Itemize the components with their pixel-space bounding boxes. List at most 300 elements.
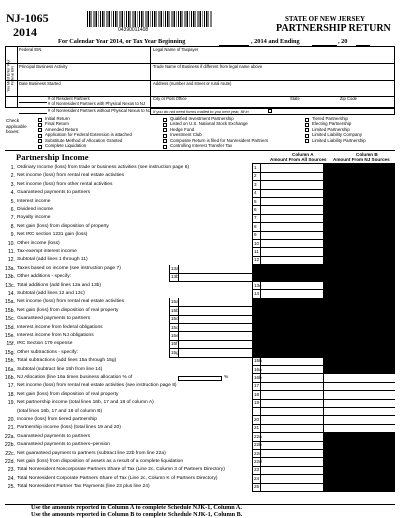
line-box-label: 20 bbox=[252, 416, 261, 424]
shaded-cell bbox=[324, 466, 395, 474]
line-row bbox=[0, 466, 400, 474]
line-box-label: 10 bbox=[252, 240, 261, 248]
line-box-label: 24 bbox=[252, 475, 261, 483]
line-number: 20. bbox=[7, 417, 15, 423]
line-sub-amount-field[interactable] bbox=[178, 307, 252, 315]
line-box-label: 8 bbox=[252, 223, 261, 231]
line-box-label: 13b bbox=[169, 273, 178, 281]
shaded-cell bbox=[324, 366, 395, 374]
line-row bbox=[0, 366, 400, 374]
form-number: NJ-1065 bbox=[6, 11, 49, 25]
column-a-amount-field[interactable] bbox=[261, 223, 324, 231]
fein-label: Federal EIN bbox=[19, 47, 42, 52]
line-box-label: 1 bbox=[252, 164, 261, 172]
fein-field[interactable] bbox=[19, 54, 147, 62]
column-b-amount-field[interactable] bbox=[324, 424, 395, 432]
line-row bbox=[0, 315, 400, 323]
line-box-label: 14 bbox=[252, 290, 261, 298]
line-description: Net income (loss) from other rental activities bbox=[17, 181, 113, 187]
shaded-cell bbox=[324, 483, 395, 491]
line-row bbox=[0, 450, 400, 458]
checkbox-label-col1-1: Final Return bbox=[45, 121, 69, 127]
line-number: 11. bbox=[8, 249, 15, 255]
line-row bbox=[0, 374, 400, 382]
shaded-cell bbox=[324, 475, 395, 483]
line-number: 16b. bbox=[4, 375, 15, 381]
line-description: Net income (loss) from rental real estate activities bbox=[17, 173, 125, 179]
line-box-label: 17 bbox=[252, 382, 261, 390]
shaded-cell bbox=[252, 349, 395, 357]
line-number: 6. bbox=[10, 207, 15, 213]
shaded-cell bbox=[324, 240, 395, 248]
checkbox-col2-1[interactable] bbox=[163, 123, 167, 127]
line-box-label: 15g bbox=[169, 349, 178, 357]
line-sub-amount-field[interactable] bbox=[178, 349, 252, 357]
line-row bbox=[0, 231, 400, 239]
column-a-amount-field[interactable] bbox=[261, 248, 324, 256]
column-a-amount-field[interactable] bbox=[261, 441, 324, 449]
line-box-label: 15e bbox=[169, 332, 178, 340]
line-number: 15e. bbox=[4, 333, 15, 339]
column-a-amount-field[interactable] bbox=[261, 408, 324, 416]
barcode bbox=[87, 11, 212, 27]
trade-name-field[interactable] bbox=[153, 70, 393, 79]
line-number: 15c. bbox=[5, 316, 15, 323]
ein-side-label: You Must Enter Your Federal EIN bbox=[6, 59, 14, 92]
line-box-label: 15c bbox=[169, 315, 178, 323]
line-row bbox=[0, 164, 400, 172]
line-row bbox=[0, 240, 400, 248]
line-description: Guaranteed payments to partners–pension bbox=[17, 442, 110, 448]
checkbox-label-col3-0: Tiered Partnership bbox=[312, 116, 348, 121]
calendar-line: For Calendar Year 2014, or Tax Year Beginning bbox=[58, 38, 186, 45]
line-number: 12. bbox=[7, 257, 15, 264]
shaded-cell bbox=[252, 307, 395, 315]
line-row bbox=[0, 399, 400, 407]
col-a-sub: Amount From All Sources bbox=[270, 157, 327, 162]
legal-name-label: Legal Name of Taxpayer bbox=[153, 47, 199, 52]
shaded-cell bbox=[324, 433, 395, 441]
column-a-amount-field[interactable] bbox=[261, 399, 324, 407]
checkbox-label-col1-4: Substitute Method of Allocation Granted bbox=[45, 137, 123, 143]
line-box-label: 16b bbox=[252, 374, 261, 382]
line-description: Net income (loss) from rental real estate activities bbox=[17, 299, 125, 305]
tax-year: 2014 bbox=[13, 25, 37, 39]
shaded-cell bbox=[252, 340, 395, 348]
line-box-label: 15f bbox=[169, 340, 178, 348]
checkbox-col3-1[interactable] bbox=[305, 123, 309, 127]
shaded-cell bbox=[324, 450, 395, 458]
shaded-cell bbox=[252, 332, 395, 340]
line-sub-amount-field[interactable] bbox=[178, 298, 252, 306]
line-number: 24. bbox=[7, 475, 15, 482]
state-line: STATE OF NEW JERSEY bbox=[285, 15, 366, 23]
column-a-amount-field[interactable] bbox=[261, 416, 324, 424]
column-a-amount-field[interactable] bbox=[261, 240, 324, 248]
no-forms-note: If you do not need forms mailed to you next year, fill in bbox=[153, 108, 249, 114]
resident-partners-label: # of Resident Partners bbox=[48, 96, 90, 101]
line-row bbox=[0, 290, 400, 298]
column-a-amount-field[interactable] bbox=[261, 374, 324, 382]
line-box-label: 13c bbox=[252, 282, 261, 290]
column-a-amount-field[interactable] bbox=[261, 256, 324, 264]
percent-sign: % bbox=[224, 375, 229, 380]
shaded-cell bbox=[324, 290, 395, 298]
nonresident-no-nexus-label: # of Nonresident Partners without Physical Nexus to NJ bbox=[48, 108, 151, 113]
checkbox-col3-4[interactable] bbox=[305, 139, 309, 143]
shaded-cell bbox=[324, 357, 395, 365]
shaded-cell bbox=[324, 231, 395, 239]
form-title: PARTNERSHIP RETURN bbox=[276, 23, 391, 34]
line-description: Subtotal (subtract line 15h from line 14) bbox=[17, 366, 103, 372]
column-a-amount-field[interactable] bbox=[261, 206, 324, 214]
line-number: 9. bbox=[10, 232, 15, 239]
line-number: 22b. bbox=[4, 442, 15, 449]
shaded-cell bbox=[324, 164, 395, 172]
date-started-label: Date Business Started bbox=[19, 81, 61, 86]
column-b-amount-field[interactable] bbox=[324, 374, 395, 382]
line-row bbox=[0, 483, 400, 491]
line-number: 14. bbox=[7, 291, 15, 297]
line-number: 13c. bbox=[5, 282, 15, 289]
line-description: Income (loss) from tiered partnership bbox=[17, 417, 97, 422]
line-number: 23. bbox=[7, 467, 15, 474]
income-section-title: Partnership Income bbox=[16, 152, 89, 162]
line-number: 13a. bbox=[4, 265, 15, 272]
line-sub-amount-field[interactable] bbox=[178, 324, 252, 332]
line-description: Taxes based on income (see instruction page 7) bbox=[17, 265, 121, 271]
line-row bbox=[0, 408, 400, 416]
checkbox-col2-4[interactable] bbox=[163, 139, 167, 143]
allocation-percent-field[interactable] bbox=[178, 376, 222, 382]
checkbox-label-col3-3: Limited Liability Company bbox=[312, 132, 363, 138]
checkbox-label-col2-5: Controlling Interest Transfer Tax bbox=[170, 143, 233, 148]
state-label: State bbox=[290, 96, 300, 101]
line-row bbox=[0, 433, 400, 441]
line-description: Net gain (loss) from disposition of real property bbox=[17, 391, 119, 397]
line-box-label: 22a bbox=[252, 433, 261, 441]
checkbox-label-col2-3: Investment Club bbox=[170, 132, 202, 138]
line-box-label: 21 bbox=[252, 424, 261, 432]
line-number: 4. bbox=[10, 190, 15, 197]
column-a-amount-field[interactable] bbox=[261, 366, 324, 374]
column-a-amount-field[interactable] bbox=[261, 458, 324, 466]
line-description: Total Nonresident Partner Tax Payments (line 23 plus line 24) bbox=[17, 484, 150, 490]
line-row bbox=[0, 391, 400, 399]
zip-label: Zip Code bbox=[340, 96, 357, 101]
line-row bbox=[0, 424, 400, 432]
line-sub-amount-field[interactable] bbox=[178, 315, 252, 323]
line-sub-amount-field[interactable] bbox=[178, 265, 252, 273]
line-number: 8. bbox=[10, 223, 15, 230]
line-number: 15h. bbox=[4, 358, 15, 365]
shaded-cell bbox=[252, 315, 395, 323]
column-a-amount-field[interactable] bbox=[261, 164, 324, 172]
line-row bbox=[0, 298, 400, 306]
shaded-cell bbox=[324, 256, 395, 264]
line-description: Total additions (add lines 13a and 13b) bbox=[17, 282, 102, 288]
shaded-cell bbox=[324, 214, 395, 222]
column-a-amount-field[interactable] bbox=[261, 172, 324, 180]
checkbox-col1-5[interactable] bbox=[38, 145, 42, 149]
column-a-amount-field[interactable] bbox=[261, 189, 324, 197]
line-description: Royalty income bbox=[17, 215, 51, 221]
checkbox-label-col1-2: Amended Return bbox=[45, 126, 79, 132]
line-row bbox=[0, 340, 400, 348]
line-number: 13b. bbox=[4, 274, 15, 281]
line-description: Subtotal (add lines 12 and 13c) bbox=[17, 291, 85, 296]
line-description: Net income (loss) from rental real estate activities (see instruction page 8) bbox=[17, 383, 177, 389]
line-description: Net guaranteed payment to partners (subtract line 22b from line 22a) bbox=[17, 450, 166, 456]
shaded-cell bbox=[324, 223, 395, 231]
checkbox-col2-5[interactable] bbox=[163, 145, 167, 149]
shaded-cell bbox=[252, 324, 395, 332]
line-number: 3. bbox=[10, 181, 15, 188]
trade-name-label: Trade Name of Business if different from legal name above bbox=[153, 64, 263, 69]
line-number: 5. bbox=[10, 198, 15, 205]
line-sub-amount-field[interactable] bbox=[178, 340, 252, 348]
line-number: 15f. bbox=[6, 341, 15, 348]
line-description: Net gain (loss) from disposition of assets as a result of a complete liquidation bbox=[17, 459, 184, 464]
shaded-cell bbox=[252, 298, 395, 306]
line-number: 1. bbox=[10, 165, 15, 171]
line-row bbox=[0, 324, 400, 332]
checkbox-label-col3-4: Limited Liability Partnership bbox=[312, 137, 366, 143]
line-description: Ordinary Income (loss) from trade or business activities (see instruction page 6) bbox=[17, 165, 190, 170]
checkbox-col2-2[interactable] bbox=[163, 128, 167, 132]
line-number: 16a. bbox=[4, 366, 15, 373]
line-description: (total lines 16b, 17 and 18 of column B) bbox=[17, 408, 103, 414]
line-row bbox=[0, 357, 400, 365]
line-box-label: 5 bbox=[252, 198, 261, 206]
year-tail: , 20 bbox=[338, 38, 348, 45]
shaded-cell bbox=[324, 181, 395, 189]
line-number: 22a. bbox=[4, 433, 15, 440]
line-box-label: 23 bbox=[252, 466, 261, 474]
line-description: Subtotal (add lines 1 through 11) bbox=[17, 257, 88, 263]
line-number: 15g. bbox=[4, 349, 15, 356]
line-number: 15b. bbox=[4, 307, 15, 314]
checkbox-label-col1-3: Application for Federal Extension is attached bbox=[45, 132, 132, 138]
checkbox-col1-4[interactable] bbox=[38, 139, 42, 143]
line-sub-amount-field[interactable] bbox=[178, 273, 252, 281]
line-row bbox=[0, 198, 400, 206]
line-number: 17. bbox=[7, 383, 15, 390]
date-started-field[interactable] bbox=[19, 87, 147, 95]
shaded-cell bbox=[324, 206, 395, 214]
line-row bbox=[0, 265, 400, 273]
line-box-label: 2 bbox=[252, 172, 261, 180]
line-description: Net gain (loss) from disposition of real property bbox=[17, 307, 119, 313]
line-row bbox=[0, 416, 400, 424]
line-box-label: 6 bbox=[252, 206, 261, 214]
line-row bbox=[0, 282, 400, 290]
column-a-amount-field[interactable] bbox=[261, 214, 324, 222]
line-description: Net partnership income (total lines 16b, 17 and 18 of column A) bbox=[17, 400, 154, 406]
checkbox-col2-3[interactable] bbox=[163, 134, 167, 138]
column-a-amount-field[interactable] bbox=[261, 433, 324, 441]
line-box-label: 7 bbox=[252, 214, 261, 222]
shaded-cell bbox=[252, 265, 395, 273]
line-description: Other additions - specify: bbox=[17, 274, 72, 280]
checkbox-col2-0[interactable] bbox=[163, 118, 167, 122]
col-a-title: Column A bbox=[292, 152, 314, 157]
line-box-label: 15b bbox=[169, 307, 178, 315]
line-description: NJ Allocation (line 16a times business allocation % of bbox=[17, 375, 133, 380]
column-b-amount-field[interactable] bbox=[324, 382, 395, 390]
line-row bbox=[0, 382, 400, 390]
line-row bbox=[0, 458, 400, 466]
shaded-cell bbox=[324, 282, 395, 290]
line-box-label: 19 bbox=[252, 399, 261, 407]
shaded-cell bbox=[324, 189, 395, 197]
barcode-number: 04390011408 bbox=[118, 27, 149, 33]
line-description: Dividend income bbox=[17, 207, 54, 212]
col-b-title: Column B bbox=[356, 152, 378, 157]
checkbox-label-col2-4: Composite Return is filed for Nonresident Partners bbox=[170, 137, 269, 143]
column-a-amount-field[interactable] bbox=[261, 231, 324, 239]
line-box-label: 25 bbox=[252, 483, 261, 491]
line-description: Other subtractions - specify: bbox=[17, 349, 78, 355]
line-row bbox=[0, 475, 400, 483]
line-box-label: 3 bbox=[252, 181, 261, 189]
checkbox-col1-1[interactable] bbox=[38, 123, 42, 127]
line-description: Total Nonresident Corporate Partners Share of Tax (Line 2c, Column K of Partners Directory) bbox=[17, 475, 218, 481]
city-label: City or Post Office bbox=[153, 96, 187, 101]
checkbox-label-col1-5: Complete Liquidation bbox=[45, 143, 87, 148]
shaded-cell bbox=[324, 441, 395, 449]
shaded-cell bbox=[252, 273, 395, 281]
principal-activity-label: Principal Business Activity bbox=[19, 64, 68, 69]
line-row bbox=[0, 248, 400, 256]
line-box-label: 22c bbox=[252, 450, 261, 458]
checkbox-label-col3-1: Electing Partnership bbox=[312, 121, 352, 127]
line-description: Tax-exempt interest income bbox=[17, 249, 77, 254]
checkbox-label-col2-1: Listed on U.S. National Stock Exchange bbox=[170, 121, 248, 127]
line-box-label: 22b bbox=[252, 441, 261, 449]
checkbox-col1-3[interactable] bbox=[38, 134, 42, 138]
line-number: 10. bbox=[7, 240, 15, 247]
line-box-label: 12 bbox=[252, 256, 261, 264]
line-number: 22c. bbox=[5, 450, 15, 457]
check-applicable-label: Check applicable boxes: bbox=[6, 118, 27, 134]
line-description: Total Nonresident Noncorporate Partners Share of Tax (Line 2c, Column 3 of Partners Directory) bbox=[17, 467, 225, 473]
checkbox-col3-2[interactable] bbox=[305, 128, 309, 132]
line-number: 22d. bbox=[4, 459, 15, 465]
col-b-sub: Amount From NJ Sources bbox=[333, 157, 390, 162]
line-row bbox=[0, 332, 400, 340]
footer-line-1: Use the amounts reported in Column A to complete Schedule NJK-1, Column A. bbox=[31, 504, 242, 511]
line-box-label: 15h bbox=[252, 357, 261, 365]
line-row bbox=[0, 172, 400, 180]
column-a-amount-field[interactable] bbox=[261, 466, 324, 474]
line-description: IRC Section 179 expense bbox=[17, 341, 73, 347]
nonresident-partners-label: # of Nonresident Partners with Physical Nexus to NJ bbox=[48, 101, 146, 106]
checkbox-label-col1-0: Initial Return bbox=[45, 116, 70, 121]
legal-name-field[interactable] bbox=[153, 54, 393, 62]
column-a-amount-field[interactable] bbox=[261, 450, 324, 458]
column-a-amount-field[interactable] bbox=[261, 424, 324, 432]
line-description: Guaranteed payments to partners bbox=[17, 316, 91, 322]
checkbox-label-col2-2: Hedge Fund bbox=[170, 126, 195, 132]
column-a-amount-field[interactable] bbox=[261, 475, 324, 483]
column-a-amount-field[interactable] bbox=[261, 290, 324, 298]
ending-label: , 2014 and Ending bbox=[251, 38, 300, 45]
line-row bbox=[0, 307, 400, 315]
checkbox-col1-2[interactable] bbox=[38, 128, 42, 132]
column-a-amount-field[interactable] bbox=[261, 382, 324, 390]
shaded-cell bbox=[324, 458, 395, 466]
column-a-amount-field[interactable] bbox=[261, 181, 324, 189]
column-b-amount-field[interactable] bbox=[324, 391, 395, 399]
line-number: 25. bbox=[7, 484, 15, 491]
line-row bbox=[0, 349, 400, 357]
checkbox-col3-3[interactable] bbox=[305, 134, 309, 138]
line-box-label: 13a bbox=[169, 265, 178, 273]
column-a-amount-field[interactable] bbox=[261, 282, 324, 290]
checkbox-label-col2-0: Qualified Investment Partnership bbox=[170, 116, 234, 121]
address-field[interactable] bbox=[153, 87, 393, 95]
footer-line-2: Use the amounts reported in Column B to complete Schedule NJK-1, Column B. bbox=[31, 510, 243, 518]
line-box-label: 18 bbox=[252, 391, 261, 399]
line-description: Net IRC section 1231 gain (loss) bbox=[17, 232, 88, 238]
line-row bbox=[0, 441, 400, 449]
line-row bbox=[0, 189, 400, 197]
no-forms-checkbox[interactable] bbox=[268, 109, 272, 113]
line-description: Net gain (loss) from disposition of property bbox=[17, 223, 109, 229]
line-number: 7. bbox=[10, 215, 15, 222]
line-box-label bbox=[252, 408, 261, 416]
column-b-amount-field[interactable] bbox=[324, 408, 395, 416]
column-b-amount-field[interactable] bbox=[324, 399, 395, 407]
line-number: 15a. bbox=[4, 299, 15, 306]
line-box-label: 9 bbox=[252, 231, 261, 239]
line-number: 19. bbox=[7, 400, 15, 407]
line-box-label: 16a bbox=[252, 366, 261, 374]
column-a-amount-field[interactable] bbox=[261, 357, 324, 365]
address-label: Address (number and street or rural route) bbox=[153, 81, 232, 86]
line-description: Partnership income (loss) (total lines 19 and 20) bbox=[17, 425, 121, 431]
line-description: Total subtractions (add lines 15a through 15g) bbox=[17, 358, 117, 364]
checkbox-col3-0[interactable] bbox=[305, 118, 309, 122]
line-description: Other income (loss) bbox=[17, 240, 60, 246]
checkbox-label-col3-2: Limited Partnership bbox=[312, 126, 350, 132]
column-b-amount-field[interactable] bbox=[324, 416, 395, 424]
line-box-label: 4 bbox=[252, 189, 261, 197]
line-row bbox=[0, 214, 400, 222]
checkbox-col1-0[interactable] bbox=[38, 118, 42, 122]
line-description: Interest income from NJ obligations bbox=[17, 333, 94, 338]
line-box-label: 22d bbox=[252, 458, 261, 466]
line-number: 18. bbox=[7, 391, 15, 398]
line-description: Guaranteed payments to partners bbox=[17, 433, 91, 439]
column-a-amount-field[interactable] bbox=[261, 198, 324, 206]
line-description: Interest income bbox=[17, 198, 51, 204]
line-row bbox=[0, 206, 400, 214]
line-number: 2. bbox=[10, 173, 15, 180]
line-number: 15d. bbox=[4, 324, 15, 331]
principal-activity-field[interactable] bbox=[19, 70, 147, 79]
column-a-amount-field[interactable] bbox=[261, 391, 324, 399]
column-a-amount-field[interactable] bbox=[261, 483, 324, 491]
shaded-cell bbox=[324, 172, 395, 180]
shaded-cell bbox=[324, 248, 395, 256]
line-row bbox=[0, 181, 400, 189]
line-box-label: 11 bbox=[252, 248, 261, 256]
shaded-cell bbox=[324, 198, 395, 206]
line-sub-amount-field[interactable] bbox=[178, 332, 252, 340]
line-row bbox=[0, 273, 400, 281]
